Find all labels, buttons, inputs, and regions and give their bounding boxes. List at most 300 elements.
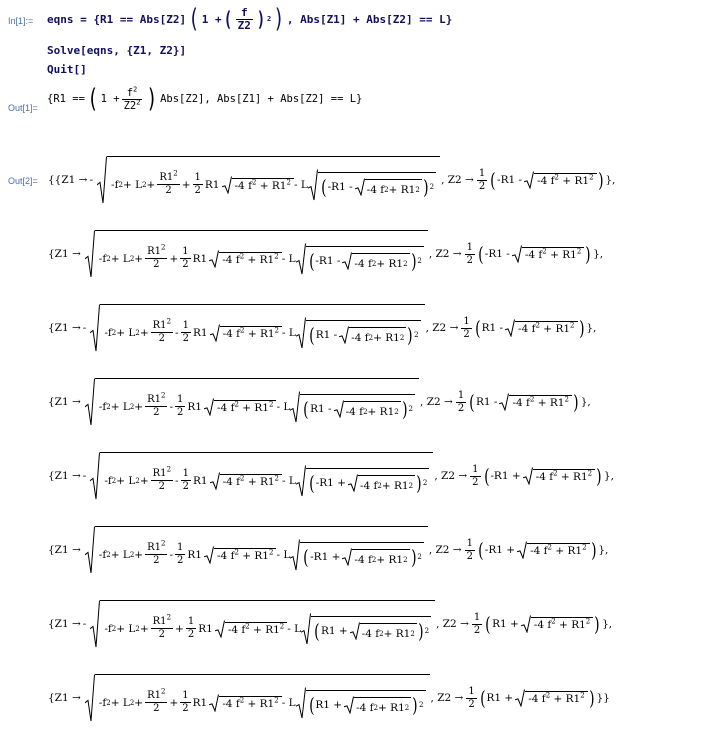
nested-sqrt-radical bbox=[339, 326, 349, 344]
plus: + bbox=[134, 400, 144, 413]
fraction-r1-half bbox=[151, 317, 173, 345]
plus: + bbox=[139, 474, 149, 487]
z2-sqrt bbox=[517, 541, 589, 559]
exponent-2: 2 bbox=[234, 548, 239, 556]
nested-sqrt-radical bbox=[342, 548, 352, 566]
fraction-one-half-den: 2 bbox=[187, 629, 195, 640]
paren-open: ( bbox=[320, 175, 327, 199]
fraction-one-half-num: 1 bbox=[194, 172, 201, 183]
nested-sqrt-body: -4 f 2 + R1 2 bbox=[360, 623, 417, 640]
fraction-one-half-den: 2 bbox=[182, 333, 189, 344]
outer-sqrt-body: -f 2 + L 2 + $\frac{R1^2}{2}$ + $\frac{1}{2}$ R1 -4 $f^2 + R1^2$ - L ( -R1 - -4 f 2 + R1 2 ) 2 bbox=[95, 230, 428, 279]
solution-suffix: }} bbox=[596, 692, 610, 704]
radicand-text: + R1 bbox=[555, 619, 586, 631]
paren-close: ) bbox=[412, 693, 418, 717]
output1-paren-close: ) bbox=[146, 84, 158, 114]
term-R1: R1 bbox=[198, 622, 213, 635]
radicand-text: + R1 bbox=[557, 471, 588, 483]
radicand-text: -4 f bbox=[512, 397, 530, 409]
inner-sqrt-radical bbox=[210, 472, 220, 490]
fraction-z2-half bbox=[456, 390, 466, 415]
radicand-text: -4 f bbox=[222, 327, 241, 340]
paren-open: ( bbox=[474, 316, 481, 340]
exponent-2: 2 bbox=[274, 474, 280, 482]
radicand-text: -4 f bbox=[366, 183, 385, 196]
exponent-2: 2 bbox=[161, 391, 166, 400]
outer-sqrt bbox=[85, 230, 428, 279]
radicand-text: + R1 bbox=[559, 175, 590, 187]
fraction-r1-half-den: 2 bbox=[153, 555, 160, 566]
radicand-text: -4 f bbox=[524, 249, 543, 261]
term-L: + L bbox=[110, 548, 130, 561]
fraction-z2-half bbox=[461, 316, 471, 341]
r-term: R1 + bbox=[315, 699, 343, 711]
solution-prefix: {{Z1 → bbox=[48, 174, 88, 186]
paren-open: ( bbox=[490, 168, 496, 192]
squared-sqrt-body: ( R1 + -4 f 2 + R1 2 ) 2 bbox=[306, 690, 426, 715]
fraction-z2-half-den: 2 bbox=[478, 180, 486, 192]
z2-arrow: , Z2 → bbox=[430, 692, 464, 704]
fraction-r1-half bbox=[145, 243, 167, 271]
z2-sqrt bbox=[521, 615, 593, 633]
exponent-2: 2 bbox=[542, 247, 547, 256]
solution-row bbox=[47, 296, 597, 360]
radicand-text: -4 f bbox=[533, 619, 552, 631]
paren-close: ) bbox=[410, 545, 417, 569]
radicand-text: -4 f bbox=[234, 179, 252, 192]
outer-sqrt bbox=[90, 304, 424, 353]
paren-close: ) bbox=[273, 4, 285, 34]
z2-r: -R1 + bbox=[490, 470, 521, 482]
radicand-text: + R1 bbox=[534, 397, 565, 409]
fraction-one-half bbox=[180, 246, 190, 271]
output1-fraction bbox=[122, 87, 143, 112]
squared-radical bbox=[296, 687, 306, 719]
z2-sqrt bbox=[523, 467, 595, 485]
z2-arrow: , Z2 → bbox=[428, 544, 462, 556]
inner-sqrt bbox=[222, 176, 294, 194]
z2-arrow: , Z2 → bbox=[434, 470, 468, 482]
r-term: -R1 + bbox=[315, 477, 346, 489]
exponent-2: 2 bbox=[274, 326, 280, 334]
input-line-solve[interactable]: Solve[eqns, {Z1, Z2}] bbox=[47, 44, 187, 57]
fraction-r1-half-num: $R1^2$ bbox=[147, 687, 166, 701]
fraction-one-half-num: 1 bbox=[182, 246, 189, 257]
fraction-z2-half-den: 2 bbox=[472, 476, 479, 488]
paren-open: ( bbox=[303, 545, 309, 569]
paren-open: ( bbox=[309, 471, 315, 495]
z2-arrow: , Z2 → bbox=[428, 248, 462, 260]
fraction-z2-half-den: 2 bbox=[457, 402, 465, 414]
exponent-2: 2 bbox=[173, 169, 178, 178]
op-sign: + bbox=[169, 252, 179, 265]
paren-open: ( bbox=[485, 612, 491, 636]
radicand-text: + R1 bbox=[376, 553, 404, 566]
output1-fraction-num: $f^2$ bbox=[122, 87, 143, 100]
fraction-r1-half-num: $R1^2$ bbox=[152, 317, 172, 331]
nested-sqrt-body: -4 f 2 + R1 2 bbox=[352, 549, 409, 566]
outer-sqrt-body: -f 2 + L 2 + $\frac{R1^2}{2}$ - $\frac{1}{2}$ R1 -4 $f^2 + R1^2$ - L ( -R1 + -4 f 2 + R1 2 ) 2 bbox=[95, 526, 428, 575]
plus: + bbox=[139, 622, 149, 635]
input-eqns-start: eqns = {R1 == Abs[Z2] bbox=[47, 12, 187, 26]
radicand-text: -4 f bbox=[354, 257, 372, 270]
solution-row bbox=[47, 666, 611, 730]
nested-sqrt bbox=[339, 326, 406, 344]
fraction-r1-half-num: $R1^2$ bbox=[159, 169, 178, 183]
exponent-2: 2 bbox=[239, 252, 245, 260]
input-line-eqns[interactable]: eqns = {R1 == Abs[Z2] ( 1 + ( $\frac{f}{Z2}$ ) 2 ) , Abs[Z1] + Abs[Z2] == L} bbox=[47, 4, 453, 34]
minus-L: - L bbox=[281, 696, 296, 709]
radicand-text: + R1 bbox=[539, 323, 571, 335]
inner-sqrt-body bbox=[219, 252, 281, 266]
input-fraction bbox=[236, 7, 253, 32]
solution-prefix: {Z1 → bbox=[48, 248, 81, 260]
fraction-one-half bbox=[186, 616, 196, 641]
paren-close-inner: ) bbox=[256, 7, 266, 31]
minus-L: - L bbox=[281, 252, 296, 265]
outer-radical bbox=[90, 600, 100, 648]
fraction-z2-half-den: 2 bbox=[466, 550, 473, 562]
exponent-2: 2 bbox=[585, 617, 591, 626]
r-term: R1 - bbox=[310, 403, 332, 415]
squared-radical bbox=[290, 391, 300, 423]
z2-sqrt-body bbox=[534, 173, 596, 187]
solution-suffix: }, bbox=[593, 248, 604, 260]
exponent-2: 2 bbox=[580, 691, 585, 700]
paren-close: ) bbox=[417, 619, 424, 643]
inner-sqrt bbox=[204, 398, 276, 416]
exponent-2: 2 bbox=[535, 321, 540, 330]
radicand-text: -4 f bbox=[354, 553, 372, 566]
outer-radical bbox=[97, 156, 107, 204]
solution-row bbox=[47, 148, 616, 212]
nested-sqrt-body: -4 f 2 + R1 2 bbox=[344, 401, 401, 418]
squared-sqrt bbox=[301, 613, 431, 645]
solution-sign: - bbox=[89, 174, 94, 186]
plus: + bbox=[146, 178, 156, 191]
fraction-z2-half-num: 1 bbox=[478, 167, 486, 179]
term-R1: R1 bbox=[204, 178, 220, 191]
exponent-2: 2 bbox=[551, 617, 556, 626]
z2-sqrt-radical bbox=[499, 393, 509, 411]
inner-sqrt-body bbox=[219, 696, 281, 710]
exponent-2: 2 bbox=[161, 539, 166, 548]
radicand-text: -4 f bbox=[518, 323, 536, 335]
fraction-z2-half-den: 2 bbox=[466, 254, 473, 266]
radicand-text: -4 f bbox=[535, 471, 554, 483]
radicand-text: -4 f bbox=[227, 623, 246, 636]
outer-radical bbox=[90, 452, 100, 500]
exponent-2: 2 bbox=[268, 548, 274, 556]
solution-suffix: }, bbox=[586, 322, 597, 334]
radicand-text: + R1 bbox=[256, 179, 287, 192]
exponent-2: 2 bbox=[274, 696, 279, 704]
minus-L: - L bbox=[282, 474, 296, 487]
outer-sqrt-body: -f 2 + L 2 + $\frac{R1^2}{2}$ + $\frac{1}{2}$ R1 -4 $f^2 + R1^2$ - L ( R1 + -4 f 2 + R1 2 ) 2 bbox=[95, 674, 430, 723]
z2-sqrt-radical bbox=[512, 245, 522, 263]
paren-close: ) bbox=[407, 323, 413, 347]
r-term: -R1 + bbox=[310, 551, 341, 563]
paren-close: ) bbox=[594, 612, 600, 636]
paren-open: ( bbox=[308, 249, 315, 273]
solution-sign: - bbox=[82, 322, 87, 334]
radicand-text: -4 f bbox=[361, 627, 380, 640]
nested-sqrt-body: -4 f 2 + R1 2 bbox=[352, 253, 409, 270]
nested-sqrt bbox=[355, 178, 422, 196]
fraction-r1-half-num: $R1^2$ bbox=[147, 539, 166, 553]
fraction-one-half-den: 2 bbox=[182, 481, 189, 492]
squared-radical bbox=[290, 539, 300, 571]
radicand-text: + R1 bbox=[550, 693, 581, 705]
paren-open: ( bbox=[479, 686, 486, 710]
radicand-text: -4 f bbox=[222, 697, 240, 710]
exponent-2: 2 bbox=[240, 326, 245, 334]
radicand-text: -4 f bbox=[530, 545, 548, 557]
fraction-r1-half bbox=[145, 687, 167, 715]
radicand-text: -4 f bbox=[345, 405, 364, 418]
input-line-quit[interactable]: Quit[] bbox=[47, 63, 87, 76]
solution-row bbox=[47, 592, 613, 656]
exponent-2: 2 bbox=[166, 317, 172, 326]
outer-radical bbox=[85, 378, 95, 426]
nested-sqrt-body: -4 f 2 + R1 2 bbox=[354, 697, 411, 714]
squared-sqrt bbox=[290, 391, 415, 423]
inner-sqrt bbox=[210, 324, 282, 342]
exponent-2: 2 bbox=[161, 687, 166, 696]
term-f: -f bbox=[104, 622, 112, 635]
solution-sign: - bbox=[82, 470, 87, 482]
inner-sqrt-radical bbox=[204, 546, 214, 564]
squared-radical bbox=[296, 243, 306, 275]
fraction-z2-half-num: 1 bbox=[463, 315, 470, 327]
op-sign: - bbox=[175, 326, 179, 339]
radicand-text: -4 f bbox=[217, 401, 235, 414]
z2-sqrt-body bbox=[533, 469, 595, 483]
inner-sqrt-radical bbox=[209, 694, 219, 712]
fraction-r1-half-num: $R1^2$ bbox=[152, 613, 172, 627]
inner-sqrt-body bbox=[214, 548, 276, 562]
fraction-r1-half-den: 2 bbox=[158, 481, 166, 492]
exponent-2: 2 bbox=[529, 395, 535, 404]
solution-row bbox=[47, 370, 592, 434]
paren-close: ) bbox=[590, 538, 597, 562]
outer-sqrt-body: -f 2 + L 2 + $\frac{R1^2}{2}$ + $\frac{1}{2}$ R1 -4 $f^2 + R1^2$ - L ( -R1 - -4 f 2 + R1 2 ) 2 bbox=[107, 156, 440, 205]
exponent-2: 2 bbox=[570, 321, 575, 330]
exponent-2: 2 bbox=[286, 178, 291, 186]
paren-open: ( bbox=[188, 4, 200, 34]
squared-sqrt-body: ( -R1 + -4 f 2 + R1 2 ) 2 bbox=[300, 542, 424, 567]
paren-open: ( bbox=[309, 323, 315, 347]
solution-sign: - bbox=[82, 618, 87, 630]
fraction-one-half-den: 2 bbox=[182, 259, 189, 270]
fraction-one-half bbox=[193, 172, 203, 197]
fraction-r1-half-num: $R1^2$ bbox=[147, 243, 166, 257]
outer-sqrt bbox=[90, 600, 435, 649]
solution-suffix: }, bbox=[605, 174, 616, 186]
solution-prefix: {Z1 → bbox=[48, 470, 81, 482]
z2-sqrt-radical bbox=[521, 615, 531, 633]
z2-sqrt-radical bbox=[524, 171, 534, 189]
fraction-one-half bbox=[175, 542, 185, 567]
fraction-r1-half bbox=[145, 391, 167, 419]
nested-sqrt-radical bbox=[334, 400, 344, 418]
radicand-text: + R1 bbox=[249, 623, 280, 636]
term-L: + L bbox=[110, 252, 130, 265]
term-R1: R1 bbox=[187, 548, 202, 561]
radicand-text: -4 f bbox=[222, 253, 240, 266]
outer-sqrt bbox=[85, 526, 428, 575]
fraction-z2-half-den: 2 bbox=[473, 624, 481, 636]
fraction-z2-half bbox=[465, 242, 475, 267]
z2-sqrt-radical bbox=[523, 467, 533, 485]
exponent-2: 2 bbox=[234, 400, 239, 408]
fraction-r1-half-den: 2 bbox=[158, 629, 166, 640]
squared-sqrt-body: ( -R1 - -4 f 2 + R1 2 ) 2 bbox=[306, 246, 424, 271]
paren-close: ) bbox=[596, 464, 602, 488]
term-L: + L bbox=[116, 474, 136, 487]
fraction-one-half-num: 1 bbox=[182, 468, 189, 479]
op-sign: - bbox=[169, 548, 174, 561]
exponent-2: 2 bbox=[279, 622, 285, 630]
squared-sqrt-body: ( R1 + -4 f 2 + R1 2 ) 2 bbox=[311, 616, 431, 641]
term-R1: R1 bbox=[192, 474, 208, 487]
fraction-one-half-num: 1 bbox=[182, 320, 189, 331]
exponent-2: 2 bbox=[582, 543, 587, 552]
nested-sqrt-body: -4 f 2 + R1 2 bbox=[358, 475, 415, 492]
paren-open: ( bbox=[478, 538, 484, 562]
z2-sqrt-body bbox=[527, 543, 589, 557]
fraction-one-half-den: 2 bbox=[182, 703, 189, 714]
outer-sqrt bbox=[85, 378, 419, 427]
fraction-r1-half bbox=[151, 465, 173, 493]
paren-close: ) bbox=[578, 316, 585, 340]
inner-sqrt-body bbox=[232, 178, 294, 192]
exponent-2: 2 bbox=[161, 243, 166, 252]
nested-sqrt-radical bbox=[348, 474, 358, 492]
fraction-z2-half-den: 2 bbox=[468, 698, 475, 710]
radicand-text: -4 f bbox=[359, 479, 378, 492]
z2-sqrt-body bbox=[531, 617, 593, 631]
squared-sqrt-body: ( R1 - -4 f 2 + R1 2 ) 2 bbox=[306, 320, 421, 345]
outer-sqrt-body: -f 2 + L 2 + $\frac{R1^2}{2}$ - $\frac{1}{2}$ R1 -4 $f^2 + R1^2$ - L ( -R1 + -4 f 2 + R1 2 ) 2 bbox=[100, 452, 433, 501]
radicand-text: -4 f bbox=[351, 331, 369, 344]
radicand-text: + R1 bbox=[367, 405, 395, 418]
fraction-one-half bbox=[181, 468, 191, 493]
radicand-text: + R1 bbox=[244, 475, 275, 488]
exponent-2: 2 bbox=[166, 613, 172, 622]
radicand-text: + R1 bbox=[381, 479, 409, 492]
fraction-r1-half-num: $R1^2$ bbox=[147, 391, 166, 405]
output1-open: {R1 == bbox=[47, 93, 85, 105]
fraction-z2-half bbox=[470, 464, 480, 489]
radicand-text: + R1 bbox=[376, 257, 404, 270]
inner-sqrt-radical bbox=[204, 398, 214, 416]
paren-close: ) bbox=[597, 168, 604, 192]
exponent-2: 2 bbox=[564, 395, 569, 404]
radicand-text: -4 f bbox=[537, 175, 555, 187]
inner-sqrt bbox=[210, 472, 282, 490]
z2-sqrt-body bbox=[522, 247, 584, 261]
outer-sqrt-body: -f 2 + L 2 + $\frac{R1^2}{2}$ + $\frac{1}{2}$ R1 -4 $f^2 + R1^2$ - L ( R1 + -4 f 2 + R1 2 ) 2 bbox=[100, 600, 435, 649]
exponent-2: 2 bbox=[274, 252, 279, 260]
radicand-text: + R1 bbox=[373, 331, 400, 344]
fraction-r1-half bbox=[157, 169, 179, 197]
term-f: -f bbox=[98, 400, 107, 413]
z2-sqrt-radical bbox=[515, 689, 525, 707]
squared-sqrt bbox=[290, 539, 424, 571]
minus-L: - L bbox=[293, 178, 308, 191]
term-L: + L bbox=[116, 326, 136, 339]
fraction-one-half-den: 2 bbox=[177, 407, 184, 418]
r-term: R1 - bbox=[315, 329, 338, 341]
solution-suffix: }, bbox=[603, 470, 614, 482]
input-fraction-den: Z2 bbox=[237, 18, 251, 32]
solution-row bbox=[47, 444, 615, 508]
z2-arrow: , Z2 → bbox=[441, 174, 474, 186]
fraction-z2-half-num: 1 bbox=[457, 389, 465, 401]
nested-sqrt bbox=[342, 252, 409, 270]
exponent-2: 2 bbox=[554, 173, 559, 182]
outer-sqrt bbox=[90, 452, 433, 501]
fraction-one-half-den: 2 bbox=[194, 185, 201, 196]
radicand-text: -4 f bbox=[356, 701, 374, 714]
fraction-r1-half-den: 2 bbox=[158, 333, 166, 344]
exponent-2: 2 bbox=[166, 465, 172, 474]
outer-radical bbox=[85, 674, 95, 722]
nested-sqrt bbox=[342, 548, 409, 566]
z2-sqrt-body bbox=[525, 691, 587, 705]
inner-sqrt-body bbox=[220, 326, 282, 340]
z2-r: R1 + bbox=[492, 618, 519, 630]
minus-L: - L bbox=[276, 548, 291, 561]
squared-sqrt bbox=[296, 465, 430, 497]
fraction-z2-half-num: 1 bbox=[473, 611, 481, 623]
nested-sqrt bbox=[344, 696, 411, 714]
squared-sqrt bbox=[308, 169, 436, 201]
exponent-2: 2 bbox=[587, 469, 593, 478]
exponent-2: 2 bbox=[547, 543, 552, 552]
op-sign: + bbox=[175, 622, 184, 635]
outer-radical bbox=[85, 230, 95, 278]
term-L: + L bbox=[110, 696, 130, 709]
exponent-2: 2 bbox=[545, 691, 551, 700]
z2-arrow: , Z2 → bbox=[425, 322, 459, 334]
fraction-one-half-num: 1 bbox=[187, 616, 195, 627]
fraction-r1-half-den: 2 bbox=[165, 185, 172, 196]
minus-L: - L bbox=[276, 400, 291, 413]
fraction-r1-half-den: 2 bbox=[153, 259, 160, 270]
radicand-text: + R1 bbox=[244, 253, 275, 266]
squared-sqrt bbox=[296, 317, 421, 349]
term-L: + L bbox=[122, 178, 143, 191]
squared-sqrt-body: ( -R1 - -4 f 2 + R1 2 ) 2 bbox=[318, 172, 436, 197]
radicand-text: + R1 bbox=[238, 549, 269, 562]
inner-sqrt-body bbox=[214, 400, 276, 414]
solution-suffix: }, bbox=[602, 618, 613, 630]
outer-sqrt bbox=[97, 156, 440, 205]
r-term: -R1 - bbox=[327, 181, 353, 193]
paren-close: ) bbox=[416, 471, 422, 495]
term-R1: R1 bbox=[187, 400, 202, 413]
paren-open: ( bbox=[478, 242, 484, 266]
fraction-r1-half bbox=[151, 613, 173, 641]
radicand-text: + R1 bbox=[383, 627, 411, 640]
exponent-2: 2 bbox=[239, 696, 245, 704]
squared-sqrt bbox=[296, 687, 426, 719]
squared-radical bbox=[296, 317, 306, 349]
solution-prefix: {Z1 → bbox=[48, 544, 81, 556]
z2-r: -R1 + bbox=[484, 544, 516, 556]
